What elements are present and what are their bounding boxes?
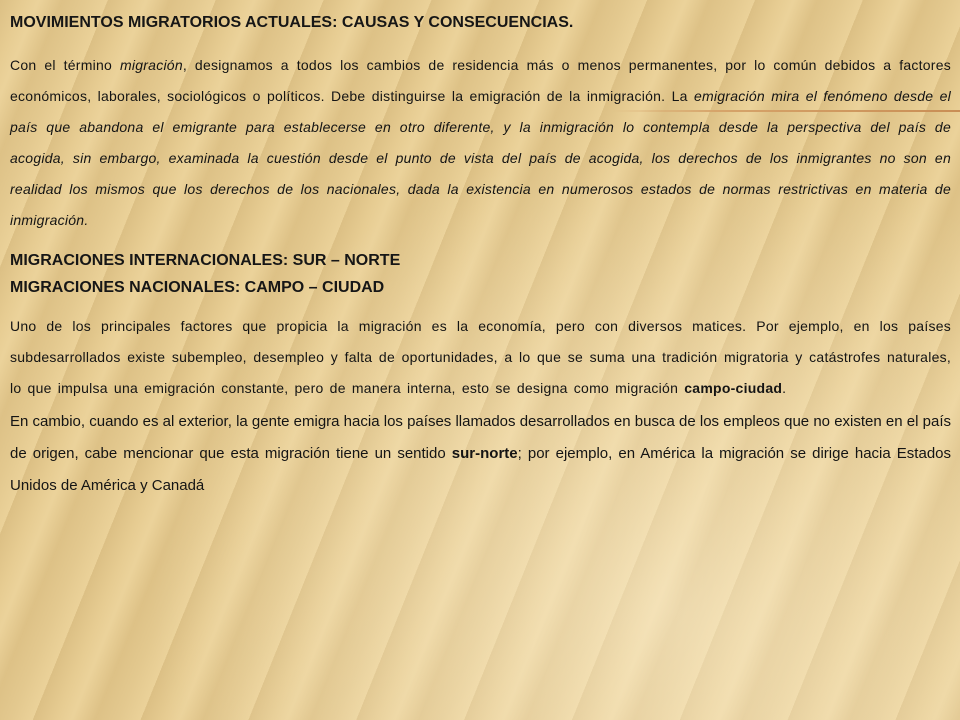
heading-national: MIGRACIONES NACIONALES: CAMPO – CIUDAD	[10, 279, 385, 296]
international-paragraph	[10, 406, 951, 502]
slide-title: MOVIMIENTOS MIGRATORIOS ACTUALES: CAUSAS Y CONSECUENCIAS.	[10, 14, 574, 31]
national-keyword: campo-ciudad	[684, 380, 783, 396]
intro-text-italic: emigración mira el fenómeno desde el país que abandona el emigrante para establecerse en otro diferente, y la inmigración lo contempla desde la perspectiva del país de acogida, sin embargo, examinada la cuestión desde el punto de vista del país de acogida, los derechos de los inmigrantes no son en realidad los mismos que los derechos de los nacionales, dada la existencia en numerosos estados de normas restrictivas en materia de inmigración.	[10, 88, 952, 228]
national-paragraph	[10, 311, 951, 404]
international-text: En cambio, cuando es al exterior, la gente emigra hacia los países llamados desarrollados en busca de los empleos que no existen en el país de origen, cabe mencionar que esta migración tiene un sentido	[10, 413, 951, 462]
national-text: Uno de los principales factores que propicia la migración es la economía, pero con diversos matices. Por ejemplo, en los países subdesarrollados existe subempleo, desempleo y falta de oportunidades, a lo que se suma una tradición migratoria y catástrofes naturales, lo que impulsa una emigración constante, pero de manera interna, esto se designa como migración	[10, 318, 951, 396]
international-keyword: sur-norte	[451, 445, 518, 462]
intro-term: migración	[119, 57, 183, 73]
slide-content	[10, 6, 951, 502]
international-text-end: ; por ejemplo, en América la migración se dirige hacia Estados Unidos de América y Canadá	[10, 445, 952, 494]
national-text-end: .	[782, 380, 787, 396]
intro-paragraph	[10, 50, 951, 236]
heading-international: MIGRACIONES INTERNACIONALES: SUR – NORTE	[10, 252, 401, 269]
intro-text-middle: , designamos a todos los cambios de residencia más o menos permanentes, por lo común debidos a factores económicos, laborales, sociológicos o políticos. Debe distinguirse la emigración de la inmigración. La	[10, 57, 951, 104]
intro-text-start: Con el término	[10, 57, 120, 73]
